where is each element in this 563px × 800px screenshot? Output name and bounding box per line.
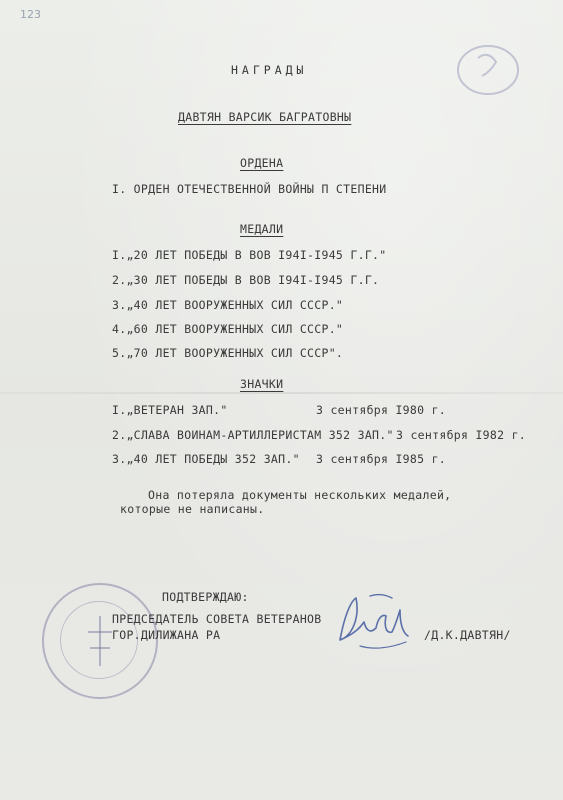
pencil-circle-mark [448,38,528,108]
medal-item: I.„20 ЛЕТ ПОБЕДЫ В ВОВ I94I-I945 Г.Г." [112,248,387,262]
medal-item: 5.„70 ЛЕТ ВООРУЖЕННЫХ СИЛ СССР". [112,346,344,360]
badge-name: 3.„40 ЛЕТ ПОБЕДЫ 352 ЗАП." [112,452,300,466]
orders-heading: ОРДЕНА [240,156,284,170]
confirm-label: ПОДТВЕРЖДАЮ: [162,590,249,604]
note-line: которые не написаны. [120,502,265,516]
badge-date: 3 сентября I980 г. [316,403,447,417]
badge-name: 2.„СЛАВА ВОИНАМ-АРТИЛЛЕРИСТАМ 352 ЗАП." [112,428,394,442]
note-line: Она потеряла документы нескольких медалей, [148,488,452,502]
document-title: НАГРАДЫ [231,63,308,77]
handwritten-signature [330,588,420,658]
medals-heading: МЕДАЛИ [240,222,284,236]
medal-item: 2.„30 ЛЕТ ПОБЕДЫ В ВОВ I94I-I945 Г.Г. [112,273,380,287]
signatory-position: ГОР.ДИЛИЖАНА РА [112,628,221,642]
badge-name: I.„ВЕТЕРАН ЗАП." [112,403,228,417]
signatory-name: /Д.К.ДАВТЯН/ [424,628,511,642]
badge-date: 3 сентября I982 г. [396,428,527,442]
archive-number: 123 [20,8,41,21]
signatory-position: ПРЕДСЕДАТЕЛЬ СОВЕТА ВЕТЕРАНОВ [112,612,322,626]
paper-fold [0,392,563,394]
order-item: I. ОРДЕН ОТЕЧЕСТВЕННОЙ ВОЙНЫ П СТЕПЕНИ [112,182,387,196]
badge-date: 3 сентября I985 г. [316,452,447,466]
badges-heading: ЗНАЧКИ [240,377,284,391]
medal-item: 3.„40 ЛЕТ ВООРУЖЕННЫХ СИЛ СССР." [112,298,344,312]
person-name: ДАВТЯН ВАРСИК БАГРАТОВНЫ [178,110,352,124]
medal-item: 4.„60 ЛЕТ ВООРУЖЕННЫХ СИЛ СССР." [112,322,344,336]
